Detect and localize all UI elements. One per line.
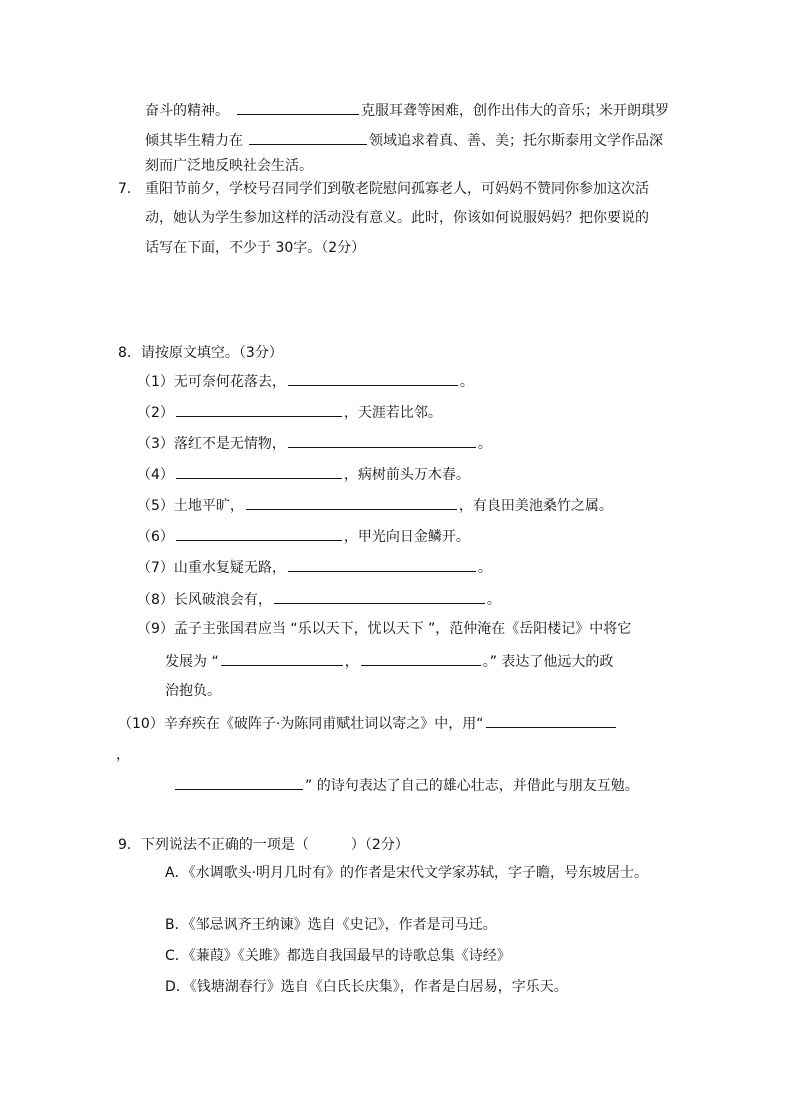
answer-blank[interactable] <box>486 713 616 728</box>
answer-blank[interactable] <box>176 402 342 417</box>
text: 领域追求着真、善、美；托尔斯泰用文学作品深 <box>369 133 663 149</box>
text: （7）山重水复疑无路， <box>137 560 286 576</box>
intro-line-2 <box>145 130 663 150</box>
q8-item-9-line-1: （9）孟子主张国君应当 “乐以天下，忧以天下 ”，范仲淹在《岳阳楼记》中将它 <box>137 621 632 637</box>
answer-blank[interactable] <box>249 130 367 145</box>
text: 倾其毕生精力在 <box>145 133 243 149</box>
q9-title: 9．下列说法不正确的一项是（ ）（2分） <box>118 837 409 853</box>
text: （8）长风破浪会有， <box>137 592 272 608</box>
q8-item-10-line-2: ， <box>116 747 130 763</box>
text: 发展为 “ <box>165 654 219 670</box>
q7-line-3: 话写在下面，不少于 30字。（2分） <box>145 240 366 256</box>
text: ，天涯若比邻。 <box>343 405 442 421</box>
text: （4） <box>137 467 174 483</box>
text: （2） <box>137 405 174 421</box>
text: ” 的诗句表达了自己的雄心壮志，并借此与朋友互勉。 <box>305 778 639 794</box>
text: 奋斗的精神。 <box>145 103 229 119</box>
q8-item-6 <box>137 526 470 546</box>
intro-line-3: 刻而广泛地反映社会生活。 <box>145 158 313 174</box>
q8-item-7 <box>137 557 492 577</box>
q7-line-2: 动，她认为学生参加这样的活动没有意义。此时，你该如何说服妈妈？把你要说的 <box>145 210 649 226</box>
text: （6） <box>137 529 174 545</box>
text: ，有良田美池桑竹之属。 <box>458 498 613 514</box>
answer-blank[interactable] <box>288 433 476 448</box>
text: ，甲光向日金鳞开。 <box>343 529 470 545</box>
intro-line-1 <box>145 100 669 120</box>
text: （5）土地平旷， <box>137 498 244 514</box>
answer-blank[interactable] <box>274 589 485 604</box>
q9-option-a: A．《水调歌头·明月几时有》的作者是宋代文学家苏轼，字子瞻，号东坡居士。 <box>165 865 649 881</box>
q8-item-10-line-1 <box>118 713 618 733</box>
text: ，病树前头万木春。 <box>343 467 470 483</box>
text: （10）辛弃疾在《破阵子·为陈同甫赋壮词以寄之》中，用“ <box>118 716 484 732</box>
text: 。 <box>477 560 492 576</box>
q8-item-1 <box>137 371 474 391</box>
q8-item-8 <box>137 589 501 609</box>
answer-blank[interactable] <box>176 464 342 479</box>
q8-item-3 <box>137 433 492 453</box>
q9-option-b: B．《邹忌讽齐王纳谏》选自《史记》，作者是司马迁。 <box>165 917 497 933</box>
q8-item-4 <box>137 464 470 484</box>
text: 。 <box>477 436 492 452</box>
q8-item-9-line-3: 治抱负。 <box>165 683 221 699</box>
text: ， <box>344 654 359 670</box>
answer-blank[interactable] <box>361 651 481 666</box>
answer-blank[interactable] <box>288 371 458 386</box>
q9-option-d: D．《钱塘湖春行》选自《白氏长庆集》，作者是白居易，字乐天。 <box>165 979 568 995</box>
answer-blank[interactable] <box>221 651 343 666</box>
answer-blank[interactable] <box>246 495 457 510</box>
text: 。 <box>459 374 474 390</box>
q8-title: 8．请按原文填空。（3分） <box>118 345 283 361</box>
answer-blank[interactable] <box>176 526 342 541</box>
text: 。 <box>486 592 501 608</box>
answer-blank[interactable] <box>237 100 359 115</box>
q7-number: 7． <box>118 181 141 197</box>
q8-item-10-line-3 <box>173 775 639 795</box>
answer-blank[interactable] <box>175 775 303 790</box>
q8-item-9-line-2 <box>165 651 613 671</box>
q8-item-5 <box>137 495 613 515</box>
q7-line-1: 重阳节前夕，学校号召同学们到敬老院慰问孤寡老人，可妈妈不赞同你参加这次活 <box>145 181 649 197</box>
text: （3）落红不是无情物， <box>137 436 286 452</box>
q9-option-c: C．《蒹葭》《关雎》都选自我国最早的诗歌总集《诗经》 <box>165 948 511 964</box>
q8-item-2 <box>137 402 442 422</box>
answer-blank[interactable] <box>288 557 476 572</box>
text: 。” 表达了他远大的政 <box>482 654 614 670</box>
text: （1）无可奈何花落去， <box>137 374 286 390</box>
text: 克服耳聋等困难，创作出伟大的音乐；米开朗琪罗 <box>361 103 669 119</box>
